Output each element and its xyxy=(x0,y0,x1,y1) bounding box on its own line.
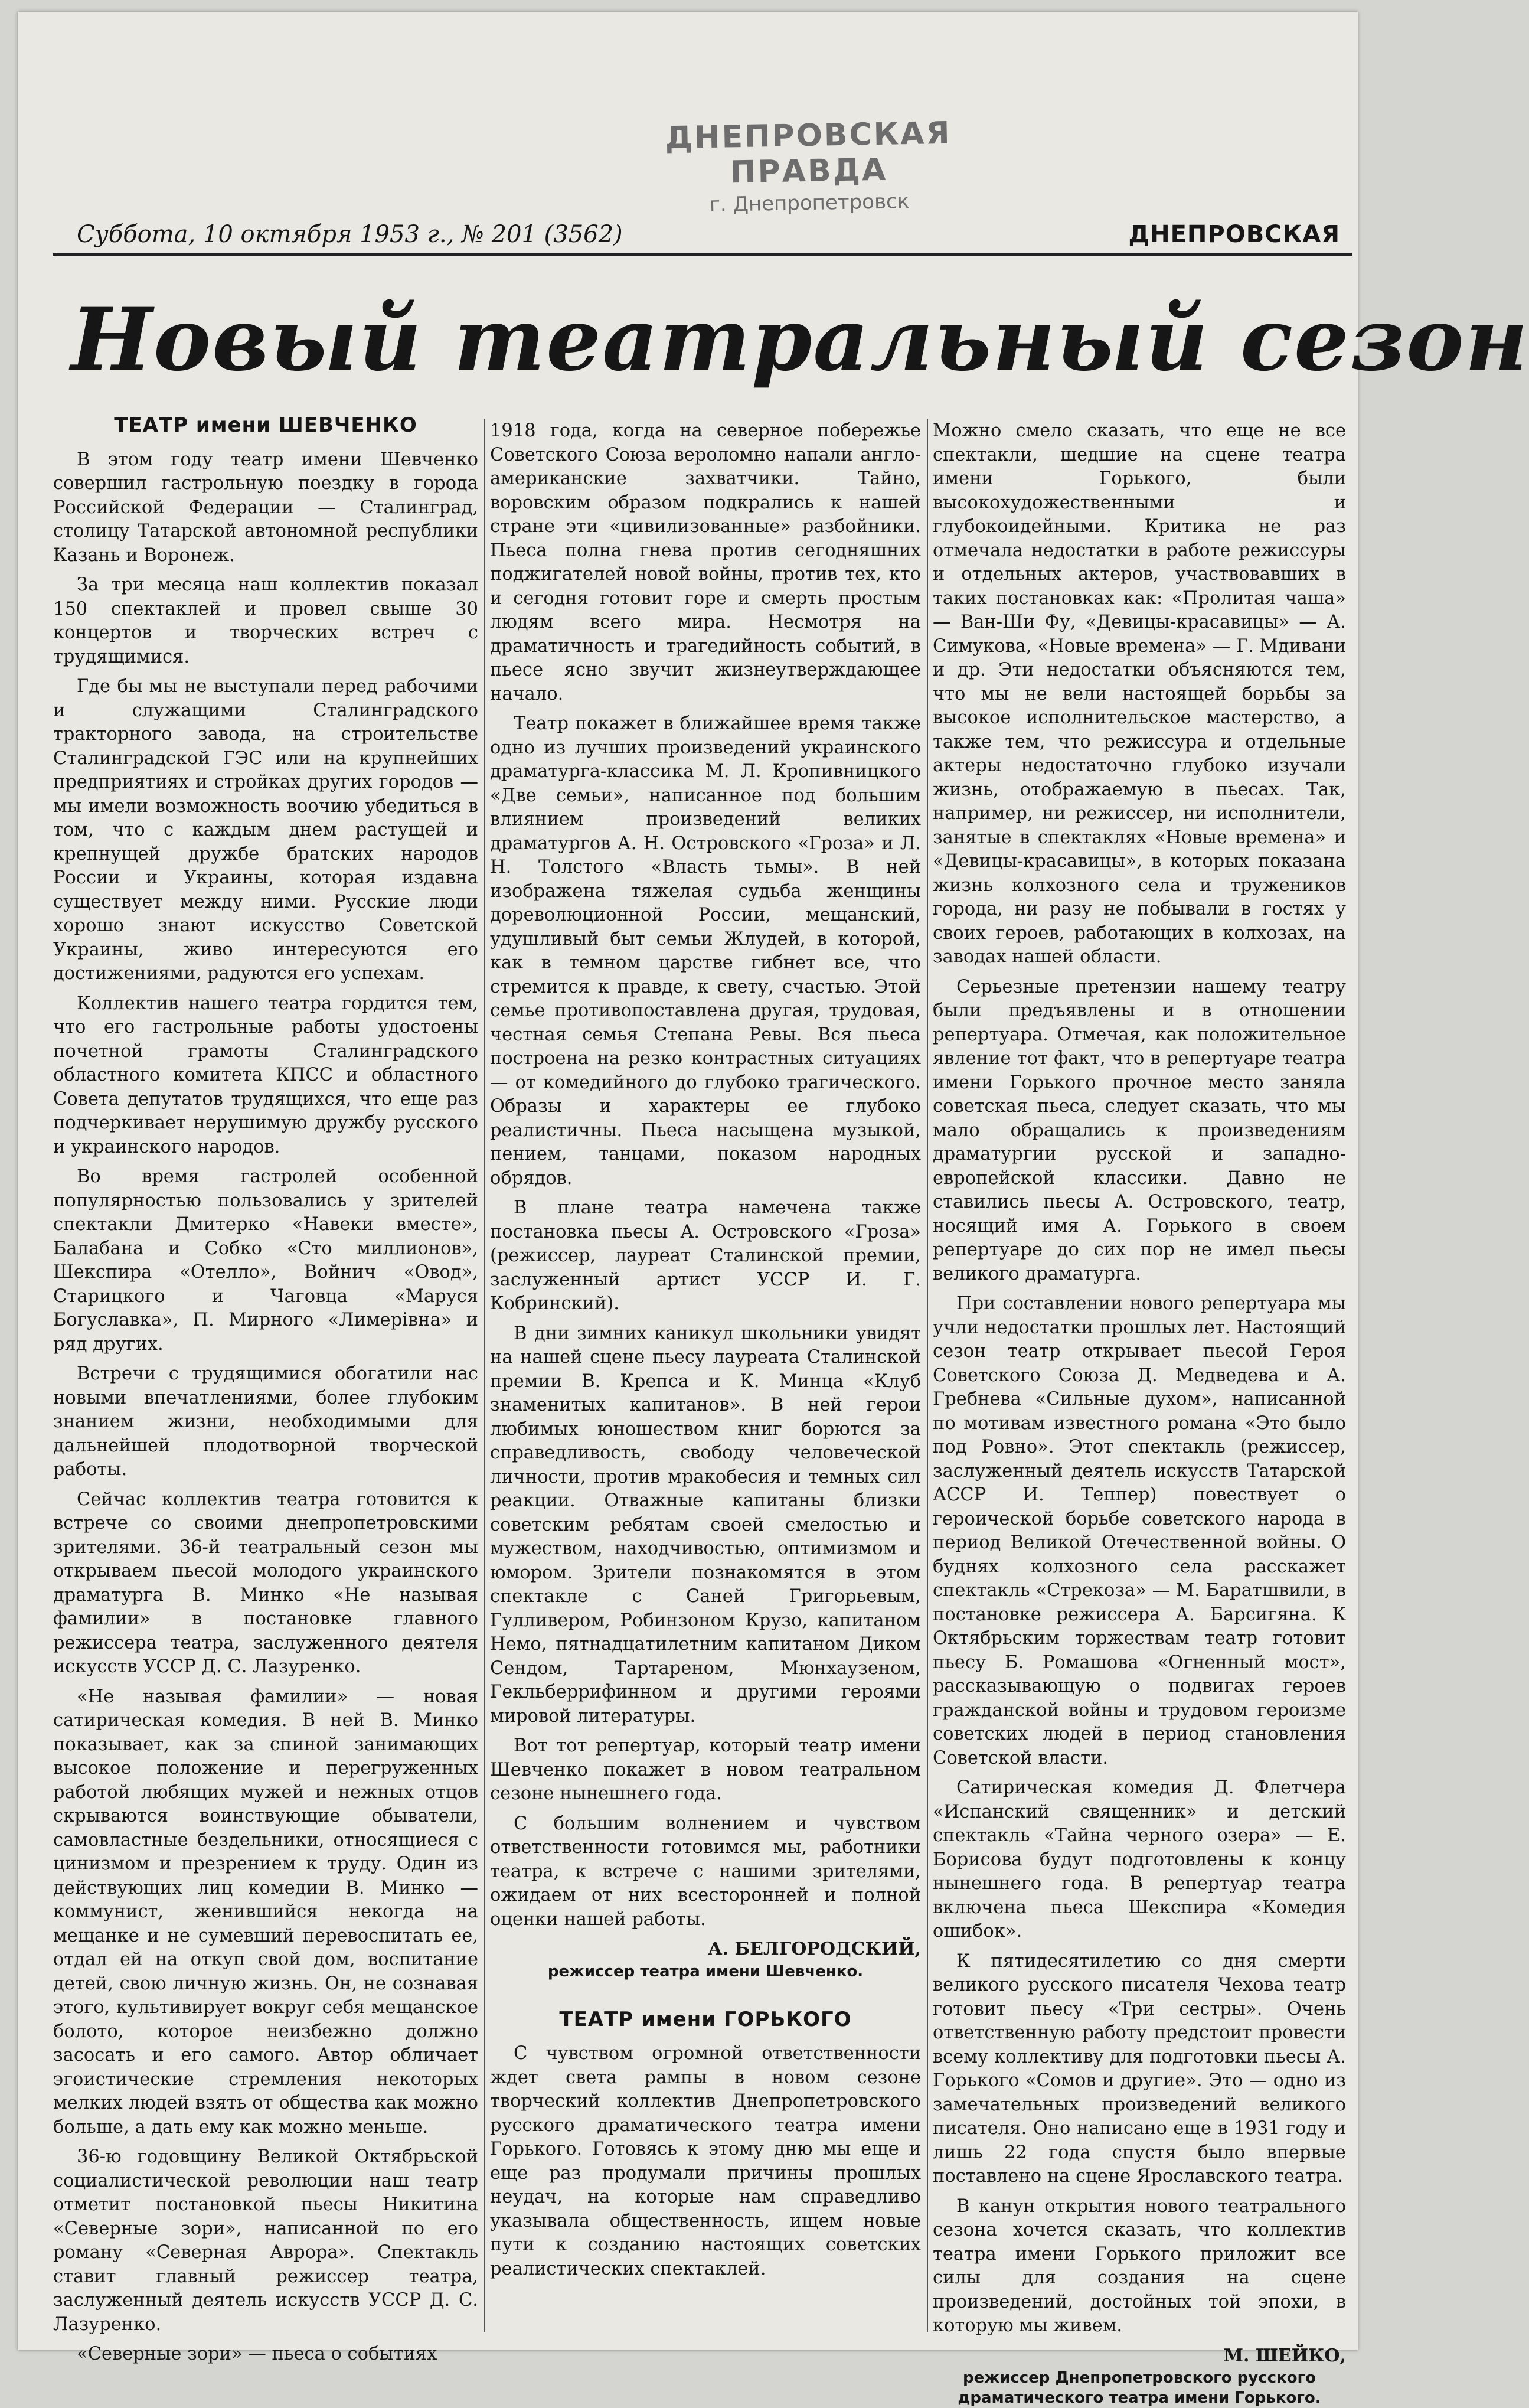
paragraph: В этом году театр имени Шевченко совершил гастрольную поездку в города Российской Федерации — Сталинград, столицу Татарской автономной республики Казань и Воронеж. xyxy=(53,449,478,566)
paragraph: В канун открытия нового театрального сезона хочется сказать, что коллектив театра имени Горького приложит все силы для создания на сцене произведений, достойных той эпохи, в которую мы живем. xyxy=(933,2195,1346,2336)
paragraph: Сейчас коллектив театра готовится к встрече со своими днепропетровскими зрителями. 36-й театральный сезон мы открываем пьесой молодого украинского драматурга В. Минко «Не называя фамилии» в постановке главного режиссера театра, заслуженного деятеля искусств УССР Д. С. Лазуренко. xyxy=(53,1489,478,1677)
paragraph: В плане театра намечена также постановка пьесы А. Островского «Гроза» (режиссер, лауреат Сталинской премии, заслуженный артист УССР И. Г. Кобринский). xyxy=(490,1198,921,1314)
paragraph: 36-ю годовщину Великой Октябрьской социалистической революции наш театр отметит постановкой пьесы Никитина «Северные зори», написанной по его роману «Северная Аврора». Спектакль ставит главный режиссер театра, заслуженный деятель искусств УССР Д. С. Лазуренко. xyxy=(53,2146,478,2335)
paragraph: Где бы мы не выступали перед рабочими и служащими Сталинградского тракторного завода, на строительстве Сталинградской ГЭС или на крупнейших предприятиях и стройках других городов — мы имели возможность воочию убедиться в том, что с каждым днем растущей и крепнущей дружбе братских народов России и Украины, которая издавна существует между ними. Русские люди хорошо знают искусство Советской Украины, живо интересуются его достижениями, радуются его успехам. xyxy=(53,676,478,984)
library-stamp xyxy=(643,115,975,218)
column-divider xyxy=(484,419,485,2332)
column-2 xyxy=(490,419,921,2338)
article-title: ТЕАТР имени ШЕВЧЕНКО xyxy=(114,413,417,437)
paragraph: К пятидесятилетию со дня смерти великого русского писателя Чехова театр готовит пьесу «Три сестры». Очень ответственную работу предстоит провести всему коллективу для подготовки пьесы А. Горького «Сомов и другие». Это — одно из замечательных произведений великого писателя. Оно написано еще в 1931 году и лишь 22 года спустя было впервые поставлено на сцене Ярославского театра. xyxy=(933,1950,1346,2187)
issue-date: Суббота, 10 октября 1953 г., № 201 (3562) xyxy=(77,221,623,248)
paragraph: Серьезные претензии нашему театру были предъявлены и в отношении репертуара. Отмечая, как положительное явление тот факт, что в репертуаре театра имени Горького прочное место заняла советская пьеса, следует сказать, что мы мало обращались к произведениям драматургии русской и западно-европейской классики. Давно не ставились пьесы А. Островского, театр, носящий имя А. Горького в своем репертуаре до сих пор не имел пьесы великого драматурга. xyxy=(933,976,1346,1284)
column-1 xyxy=(53,413,478,2364)
author-signature: М. ШЕЙКО, xyxy=(1223,2345,1346,2366)
column-divider xyxy=(927,419,928,2332)
paragraph: С чувством огромной ответственности ждет света рампы в новом сезоне творческий коллектив Днепропетровского русского драматического театра имени Горького. Готовясь к этому дню мы еще и еще раз продумали причины прошлых неудач, на которые нам справедливо указывала общественность, ищем новые пути к созданию настоящих советских реалистических спектаклей. xyxy=(490,2043,921,2279)
column-3 xyxy=(933,419,1346,2407)
paragraph: С большим волнением и чувством ответственности готовимся мы, работники театра, к встрече с нашими зрителями, ожидаем от них всесторонней и полной оценки нашей работы. xyxy=(490,1813,921,1930)
paragraph: Коллектив нашего театра гордится тем, что его гастрольные работы удостоены почетной грамоты Сталинградского областного комитета КПСС и областного Совета депутатов трудящихся, что еще раз подчеркивает нерушимую дружбу русского и украинского народов. xyxy=(53,993,478,1157)
paragraph: Театр покажет в ближайшее время также одно из лучших произведений украинского драматурга-классика М. Л. Кропивницкого «Две семьи», написанное под большим влиянием произведений великих драматургов А. Н. Островского «Гроза» и Л. Н. Толстого «Власть тьмы». В ней изображена тяжелая судьба женщины дореволюционной России, мещанский, удушливый быт семьи Жлудей, в которой, как в темном царстве гибнет все, что стремится к правде, к свету, счастью. Этой семье противопоставлена другая, трудовая, честная семья Степана Ревы. Вся пьеса построена на резко контрастных ситуациях — от комедийного до глубоко трагического. Образы и характеры ее глубоко реалистичны. Пьеса насыщена музыкой, пением, танцами, показом народных обрядов. xyxy=(490,713,921,1189)
paragraph: 1918 года, когда на северное побережье Советского Союза вероломно напали англо-американские захватчики. Тайно, воровским образом подкрались к нашей стране эти «цивилизованные» разбойники. Пьеса полна гнева против сегодняшних поджигателей новой войны, против тех, кто и сегодня готовит горе и смерть простым людям всего мира. Несмотря на драматичность и трагедийность событий, в пьесе ясно звучит жизнеутверждающее начало. xyxy=(490,420,921,704)
author-role: режиссер театра имени Шевченко. xyxy=(547,1962,864,1980)
paragraph: Встречи с трудящимися обогатили нас новыми впечатлениями, более глубоким знанием жизни, необходимыми для дальнейшей плодотворной творческой работы. xyxy=(53,1363,478,1480)
paragraph: «Не называя фамилии» — новая сатирическая комедия. В ней В. Минко показывает, как за спиной занимающих высокое положение и перегруженных работой любящих мужей и нежных отцов скрываются воинствующие обыватели, самовластные бездельники, относящиеся с цинизмом и презрением к труду. Один из действующих лиц комедии В. Минко — коммунист, женившийся некогда на мещанке и не сумевший перевоспитать ее, отдал ей на откуп свой дом, воспитание детей, свою личную жизнь. Он, не сознавая этого, культивирует вокруг себя мещанское болото, которое неизбежно должно засосать и его самого. Автор обличает эгоистические стремления некоторых мелких людей взять от общества как можно больше, а дать ему как можно меньше. xyxy=(53,1686,478,2138)
author-role: режиссер Днепропетровского русского драматического театра имени Горького. xyxy=(958,2369,1321,2407)
paragraph: В дни зимних каникул школьники увидят на нашей сцене пьесу лауреата Сталинской премии В. Крепса и К. Минца «Клуб знаменитых капитанов». В ней герои любимых юношеством книг борются за справедливость, свободу человеческой личности, против мракобесия и темных сил реакции. Отважные капитаны близки советским ребятам своей смелостью и мужеством, находчивостью, оптимизмом и юмором. Зрители познакомятся в этом спектакле с Саней Григорьевым, Гулливером, Робинзоном Крузо, капитаном Немо, пятнадцатилетним капитаном Диком Сендом, Тартареном, Мюнхаузеном, Гекльберрифинном и другими героями мировой литературы. xyxy=(490,1323,921,1727)
article-title: ТЕАТР имени ГОРЬКОГО xyxy=(559,2007,852,2031)
paragraph: За три месяца наш коллектив показал 150 спектаклей и провел свыше 30 концертов и творческих встреч с трудящимися. xyxy=(53,575,478,667)
paragraph: При составлении нового репертуара мы учли недостатки прошлых лет. Настоящий сезон театр открывает пьесой Героя Советского Союза Д. Медведева и А. Гребнева «Сильные духом», написанной по мотивам известного романа «Это было под Ровно». Этот спектакль (режиссер, заслуженный деятель искусств Татарской АССР И. Теппер) повествует о героической борьбе советского народа в период Великой Отечественной войны. О буднях колхозного села расскажет спектакль «Стрекоза» — М. Баратшвили, в постановке режиссера А. Барсигяна. К Октябрьским торжествам театр готовит пьесу Б. Ромашова «Огненный мост», рассказывающую о подвигах героев гражданской войны и трудовом героизме советских людей в период становления Советской власти. xyxy=(933,1293,1346,1769)
stamp-newspaper-name: ДНЕПРОВСКАЯ ПРАВДА xyxy=(665,115,952,191)
dateline xyxy=(53,211,1352,256)
author-signature: А. БЕЛГОРОДСКИЙ, xyxy=(708,1939,921,1959)
newspaper-name: ДНЕПРОВСКАЯ xyxy=(1128,221,1340,248)
stamp-city: г. Днепропетровск xyxy=(709,190,910,217)
paragraph: «Северные зори» — пьеса о событиях xyxy=(77,2344,437,2364)
headline: Новый театральный сезон xyxy=(71,289,1529,390)
paragraph: Можно смело сказать, что еще не все спектакли, шедшие на сцене театра имени Горького, были высокохудожественными и глубокоидейными. Критика не раз отмечала недостатки в работе режиссуры и отдельных актеров, участвовавших в таких постановках как: «Пролитая чаша» — Ван-Ши Фу, «Девицы-красавицы» — А. Симукова, «Новые времена» — Г. Мдивани и др. Эти недостатки объясняются тем, что мы не вели настоящей борьбы за высокое исполнительское мастерство, а также тем, что режиссура и отдельные актеры недостаточно глубоко изучали жизнь, отображаемую в пьесах. Так, например, ни режиссер, ни исполнители, занятые в спектаклях «Новые времена» и «Девицы-красавицы», в которых показана жизнь колхозного села и тружеников города, ни разу не побывали в гостях у своих героев, работающих в колхозах, на заводах нашей области. xyxy=(933,420,1346,967)
paragraph: Во время гастролей особенной популярностью пользовались у зрителей спектакли Дмитерко «Навеки вместе», Балабана и Собко «Сто миллионов», Шекспира «Отелло», Войнич «Овод», Старицкого и Чаговца «Маруся Богуславка», П. Мирного «Лимерiвна» и ряд других. xyxy=(53,1166,478,1355)
newspaper-page xyxy=(18,12,1529,2407)
paragraph: Вот тот репертуар, который театр имени Шевченко покажет в новом театральном сезоне нынешнего года. xyxy=(490,1735,921,1804)
paragraph: Сатирическая комедия Д. Флетчера «Испанский священник» и детский спектакль «Тайна черного озера» — Е. Борисова будут подготовлены к концу нынешнего года. В репертуар театра включена пьеса Шекспира «Комедия ошибок». xyxy=(933,1777,1346,1942)
